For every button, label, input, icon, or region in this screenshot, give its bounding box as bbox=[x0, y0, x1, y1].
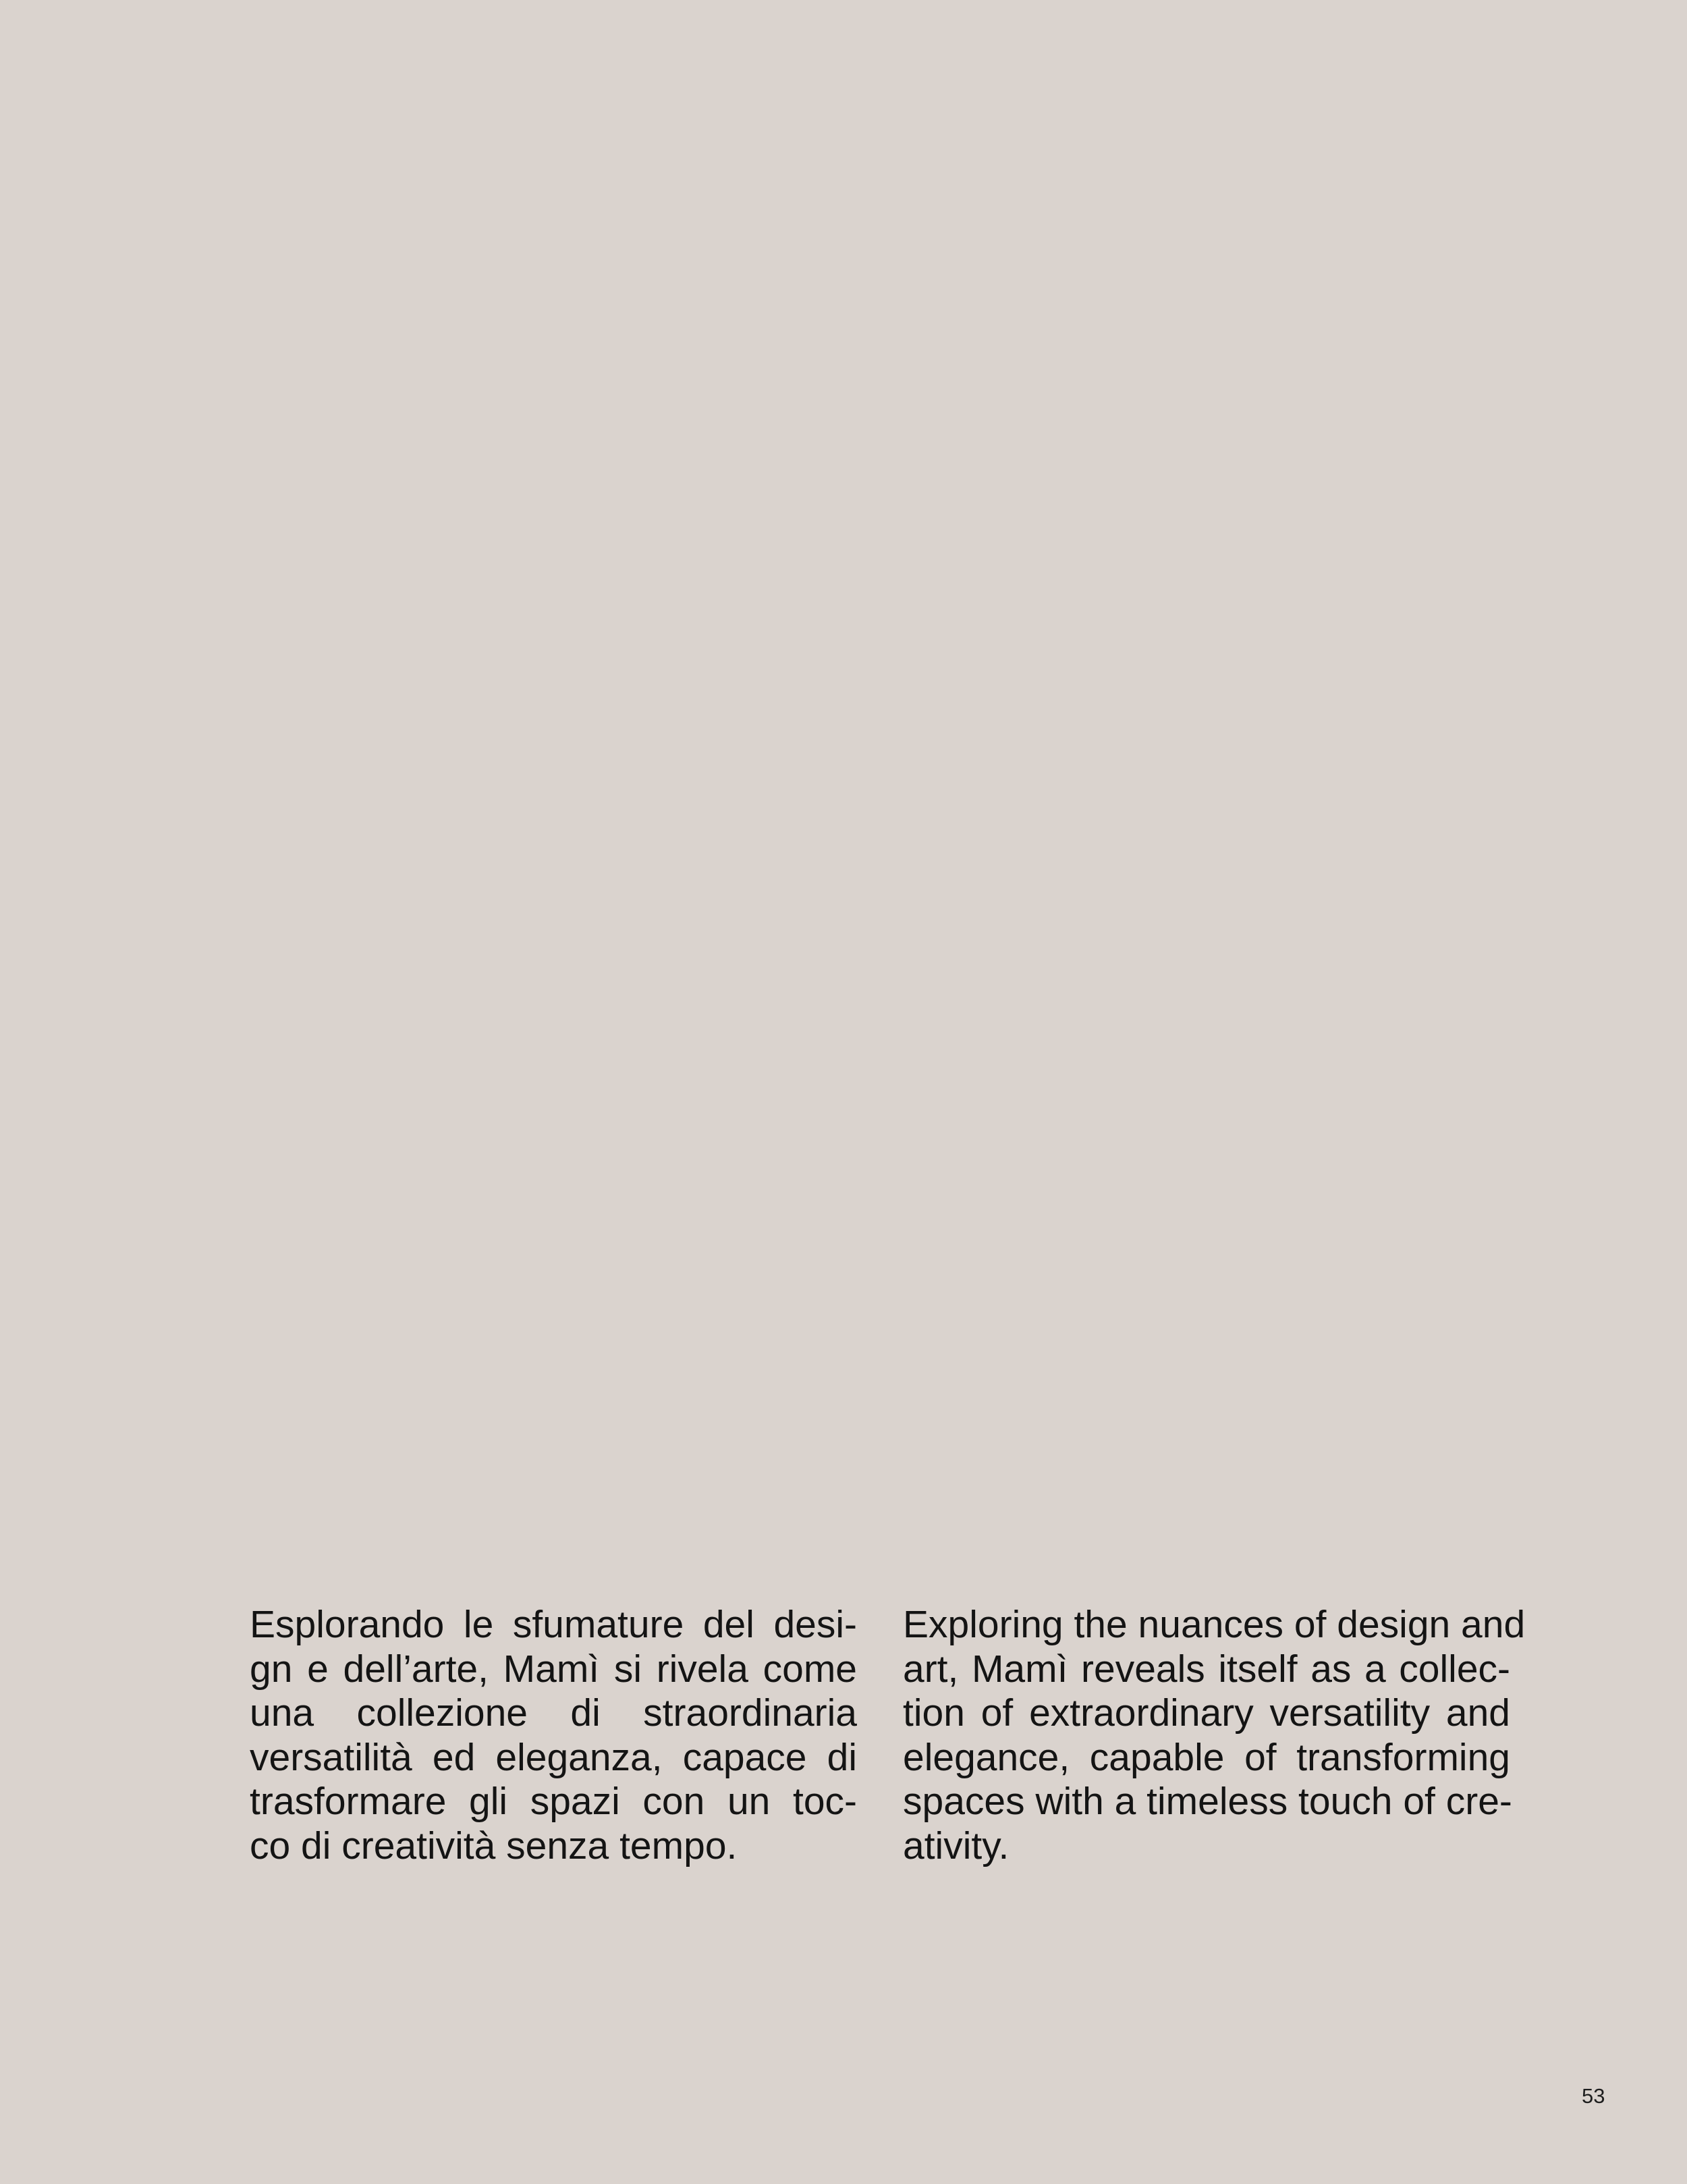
english-line-2: art, Mamì reveals itself as a collec- bbox=[903, 1647, 1510, 1691]
italian-line-3: una collezione di straordinaria bbox=[250, 1691, 857, 1735]
english-line-3: tion of extraordinary versatility and bbox=[903, 1691, 1510, 1735]
italian-line-6: co di creatività senza tempo. bbox=[250, 1824, 738, 1867]
english-line-6: ativity. bbox=[903, 1824, 1010, 1867]
english-paragraph bbox=[903, 1603, 1526, 1868]
italian-line-4: versatilità ed eleganza, capace di bbox=[250, 1735, 857, 1779]
english-line-4: elegance, capable of transforming bbox=[903, 1735, 1510, 1779]
italian-line-2: gn e dell’arte, Mamì si rivela come bbox=[250, 1647, 857, 1691]
english-line-5: spaces with a timeless touch of cre- bbox=[903, 1780, 1512, 1823]
english-line-1: Exploring the nuances of design and bbox=[903, 1603, 1526, 1646]
page-number: 53 bbox=[1582, 2084, 1605, 2108]
italian-paragraph bbox=[250, 1603, 857, 1868]
italian-line-1: Esplorando le sfumature del desi- bbox=[250, 1603, 857, 1646]
italian-line-5: trasformare gli spazi con un toc- bbox=[250, 1780, 857, 1823]
